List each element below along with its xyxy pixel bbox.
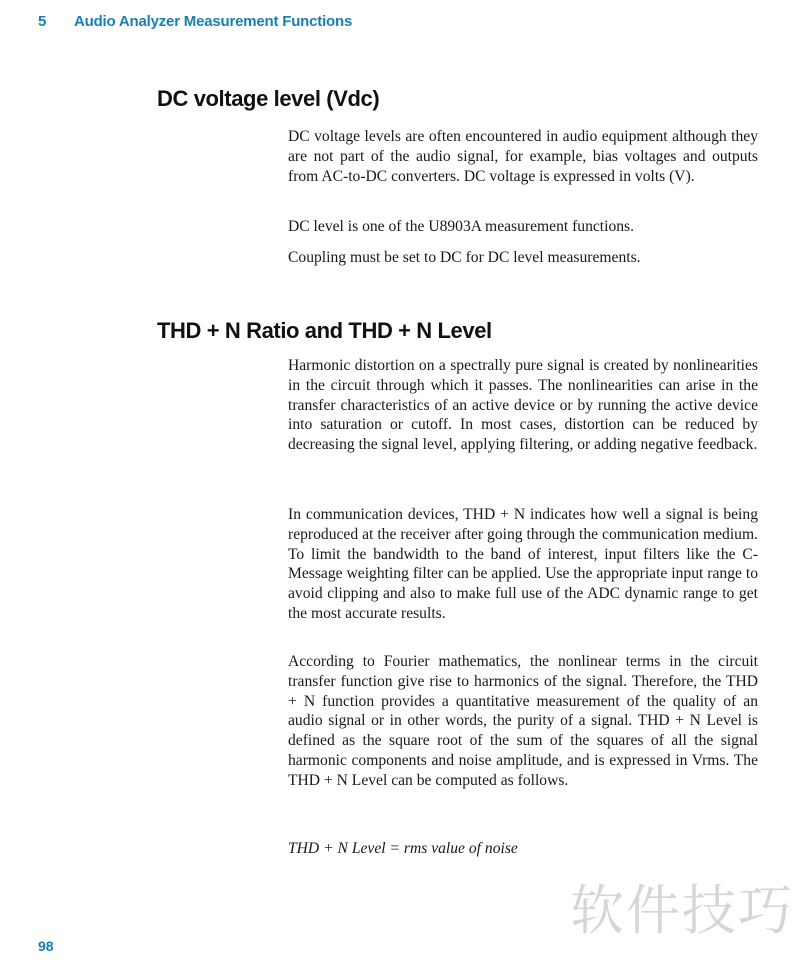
paragraph-dc-intro: DC voltage levels are often encountered in audio equipment although they are not part of the audio signal, for example, bias voltages and outputs from AC-to-DC converters. DC voltage is expressed in volts (V). xyxy=(288,128,758,185)
chapter-number: 5 xyxy=(38,13,47,30)
paragraph-thd-harmonic: Harmonic distortion on a spectrally pure signal is created by nonlinearities in the circuit through which it passes. The nonlinearities can arise in the transfer characteristics of an active device or by running the active device into saturation or cutoff. In most cases, distortion can be reduced by decreasing the signal level, applying filtering, or adding negative feedback. xyxy=(288,357,758,454)
watermark: 软件技巧 xyxy=(570,879,794,942)
paragraph-thd-fourier: According to Fourier mathematics, the nonlinear terms in the circuit transfer function give rise to harmonics of the signal. Therefore, the THD + N function provides a quantitative measurement of the quality of an audio signal or in other words, the purity of a signal. THD + N Level is defined as the square root of the sum of the squares of all the signal harmonic components and noise amplitude, and is expressed in Vrms. The THD + N Level can be computed as follows. xyxy=(288,653,758,789)
paragraph-dc-function: DC level is one of the U8903A measurement functions. xyxy=(288,218,635,235)
paragraph-thd-communication: In communication devices, THD + N indicates how well a signal is being reproduced at the receiver after going through the communication medium. To limit the bandwidth to the band of interest, input filters like the C-Message weighting filter can be applied. Use the appropriate input range to avoid clipping and also to make full use of the ADC dynamic range to get the most accurate results. xyxy=(288,506,758,622)
section-heading-thd-n: THD + N Ratio and THD + N Level xyxy=(157,318,492,343)
formula-thd-n-level: THD + N Level = rms value of noise xyxy=(288,840,518,857)
section-heading-dc-voltage: DC voltage level (Vdc) xyxy=(157,86,380,111)
page-number: 98 xyxy=(38,938,54,954)
chapter-title: Audio Analyzer Measurement Functions xyxy=(74,13,353,30)
paragraph-dc-coupling: Coupling must be set to DC for DC level measurements. xyxy=(288,249,641,266)
